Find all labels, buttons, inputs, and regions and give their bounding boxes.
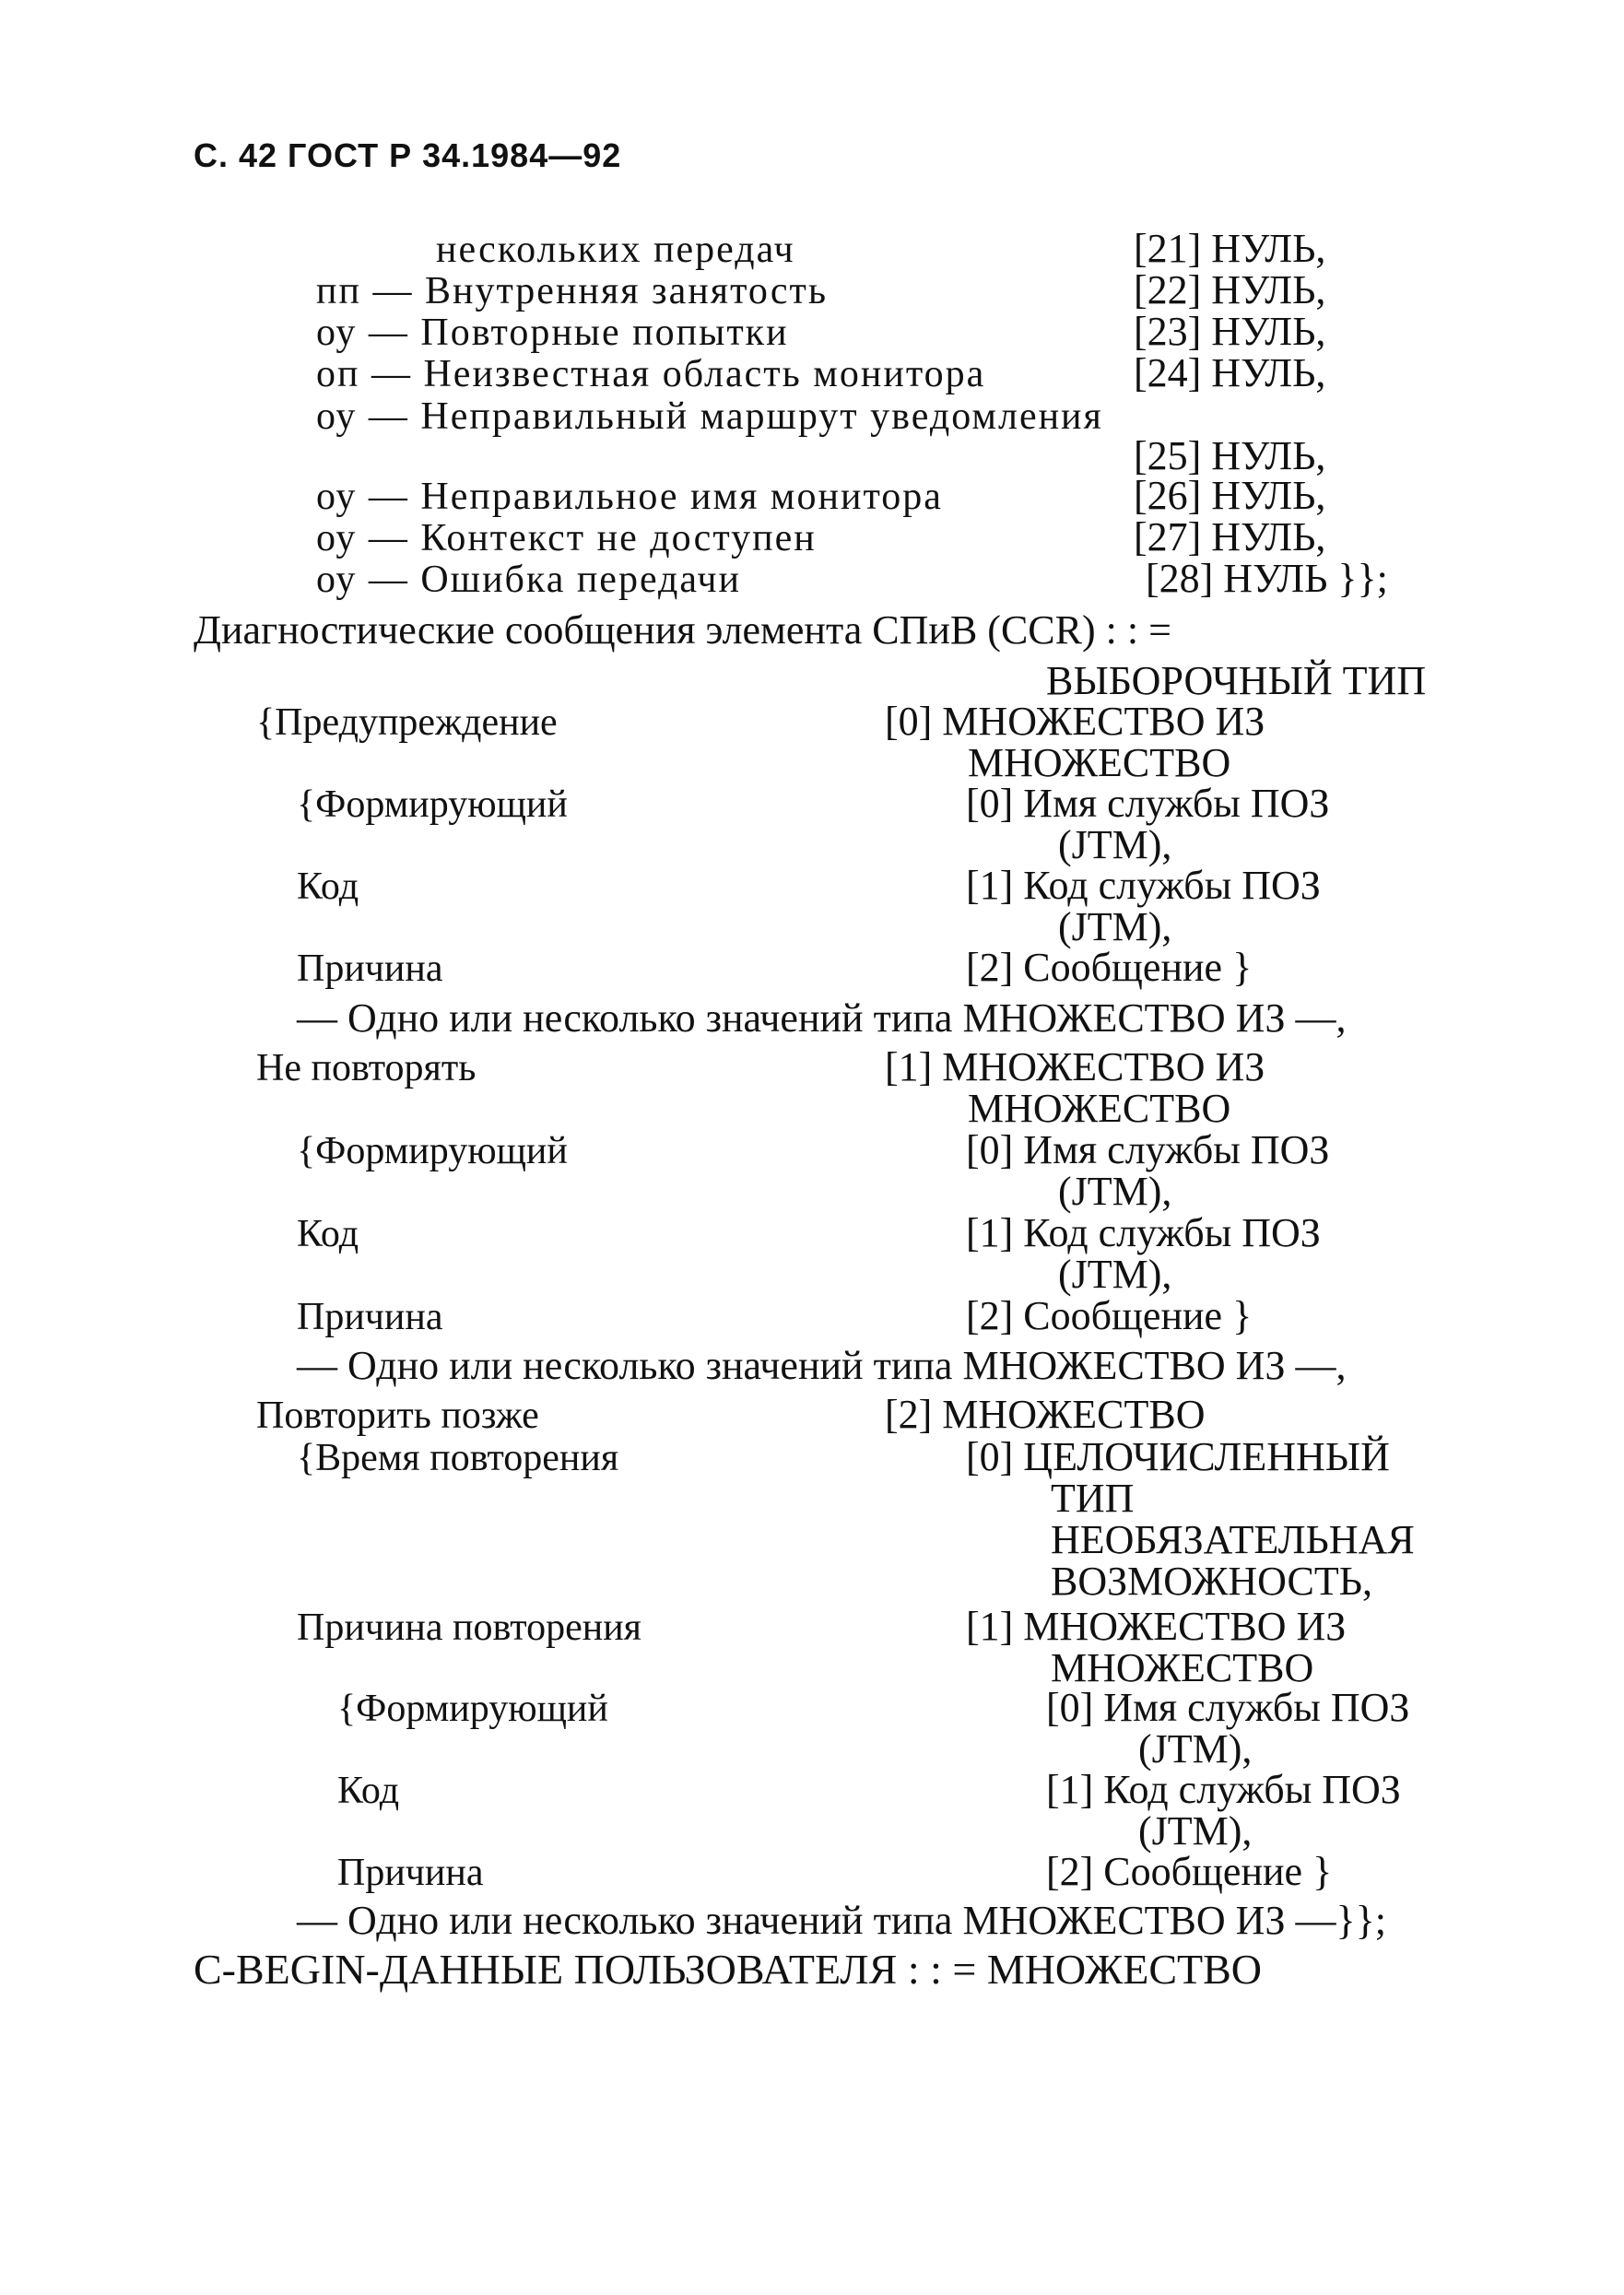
text-line: оу — Неправильное имя монитора <box>316 476 943 518</box>
text-line: (JTM), <box>1058 1169 1172 1214</box>
text-line: [25] НУЛЬ, <box>1134 433 1326 478</box>
text-line: [1] Код службы ПОЗ <box>966 1210 1321 1255</box>
page-header: С. 42 ГОСТ Р 34.1984—92 <box>194 136 622 174</box>
text-line: C-BEGIN-ДАННЫЕ ПОЛЬЗОВАТЕЛЯ : : = МНОЖЕСТВО <box>194 1946 1263 1993</box>
text-line: (JTM), <box>1058 904 1172 949</box>
text-line: [1] МНОЖЕСТВО ИЗ <box>966 1604 1347 1649</box>
text-line: оу — Контекст не доступен <box>316 517 817 559</box>
text-line: {Предупреждение <box>256 701 558 744</box>
text-line: [1] Код службы ПОЗ <box>966 863 1321 908</box>
text-line: {Время повторения <box>297 1437 619 1479</box>
text-line: Диагностические сообщения элемента СПиВ (CCR) : : = <box>194 607 1171 653</box>
text-line: Код <box>337 1770 400 1812</box>
text-line: нескольких передач <box>436 229 795 271</box>
text-line: (JTM), <box>1138 1808 1253 1854</box>
text-line: — Одно или несколько значений типа МНОЖЕСТВО ИЗ —, <box>297 1343 1347 1388</box>
text-line: оу — Неправильный маршрут уведомления <box>316 395 1103 438</box>
text-line: Причина <box>297 947 443 990</box>
text-line: Причина <box>297 1296 443 1338</box>
text-line: оу — Ошибка передачи <box>316 559 741 601</box>
text-line: [28] НУЛЬ }}; <box>1146 556 1388 601</box>
text-line: (JTM), <box>1058 1252 1172 1297</box>
text-line: [2] Сообщение } <box>966 945 1253 990</box>
text-line: [21] НУЛЬ, <box>1134 226 1326 271</box>
text-line: ВЫБОРОЧНЫЙ ТИП <box>1046 658 1427 703</box>
text-line: Причина повторения <box>297 1606 642 1649</box>
text-line: Повторить позже <box>256 1395 539 1437</box>
text-line: {Формирующий <box>337 1688 608 1730</box>
text-line: — Одно или несколько значений типа МНОЖЕСТВО ИЗ —, <box>297 995 1347 1041</box>
text-line: оп — Неизвестная область монитора <box>316 353 986 395</box>
text-line: ТИП <box>1051 1476 1135 1521</box>
text-line: пп — Внутренняя занятость <box>316 270 829 312</box>
text-line: [23] НУЛЬ, <box>1134 309 1326 354</box>
text-line: [22] НУЛЬ, <box>1134 267 1326 312</box>
text-line: [26] НУЛЬ, <box>1134 473 1326 518</box>
text-line: [1] Код службы ПОЗ <box>1046 1767 1401 1812</box>
text-line: [24] НУЛЬ, <box>1134 350 1326 395</box>
text-line: Код <box>297 865 359 908</box>
text-line: [0] МНОЖЕСТВО ИЗ <box>885 699 1265 744</box>
text-line: [0] ЦЕЛОЧИСЛЕННЫЙ <box>966 1434 1390 1479</box>
text-line: [27] НУЛЬ, <box>1134 514 1326 559</box>
text-line: (JTM), <box>1058 822 1172 867</box>
text-line: оу — Повторные попытки <box>316 312 789 354</box>
text-line: МНОЖЕСТВО <box>968 1086 1231 1131</box>
text-line: [1] МНОЖЕСТВО ИЗ <box>885 1044 1265 1089</box>
text-line: [0] Имя службы ПОЗ <box>1046 1685 1410 1730</box>
text-line: НЕОБЯЗАТЕЛЬНАЯ <box>1051 1517 1415 1562</box>
text-line: {Формирующий <box>297 1130 568 1172</box>
text-line: [0] Имя службы ПОЗ <box>966 1127 1330 1172</box>
text-line: — Одно или несколько значений типа МНОЖЕСТВО ИЗ —}}; <box>297 1898 1386 1943</box>
text-line: [2] Сообщение } <box>966 1293 1253 1338</box>
text-line: Не повторять <box>256 1047 477 1089</box>
text-line: Код <box>297 1213 359 1255</box>
text-line: МНОЖЕСТВО <box>1051 1645 1314 1690</box>
text-line: [0] Имя службы ПОЗ <box>966 781 1330 826</box>
text-line: (JTM), <box>1138 1726 1253 1771</box>
text-line: МНОЖЕСТВО <box>968 740 1231 785</box>
text-line: Причина <box>337 1852 484 1894</box>
text-line: [2] Сообщение } <box>1046 1849 1333 1894</box>
text-line: ВОЗМОЖНОСТЬ, <box>1051 1559 1372 1604</box>
text-line: [2] МНОЖЕСТВО <box>885 1392 1206 1437</box>
text-line: {Формирующий <box>297 783 568 826</box>
